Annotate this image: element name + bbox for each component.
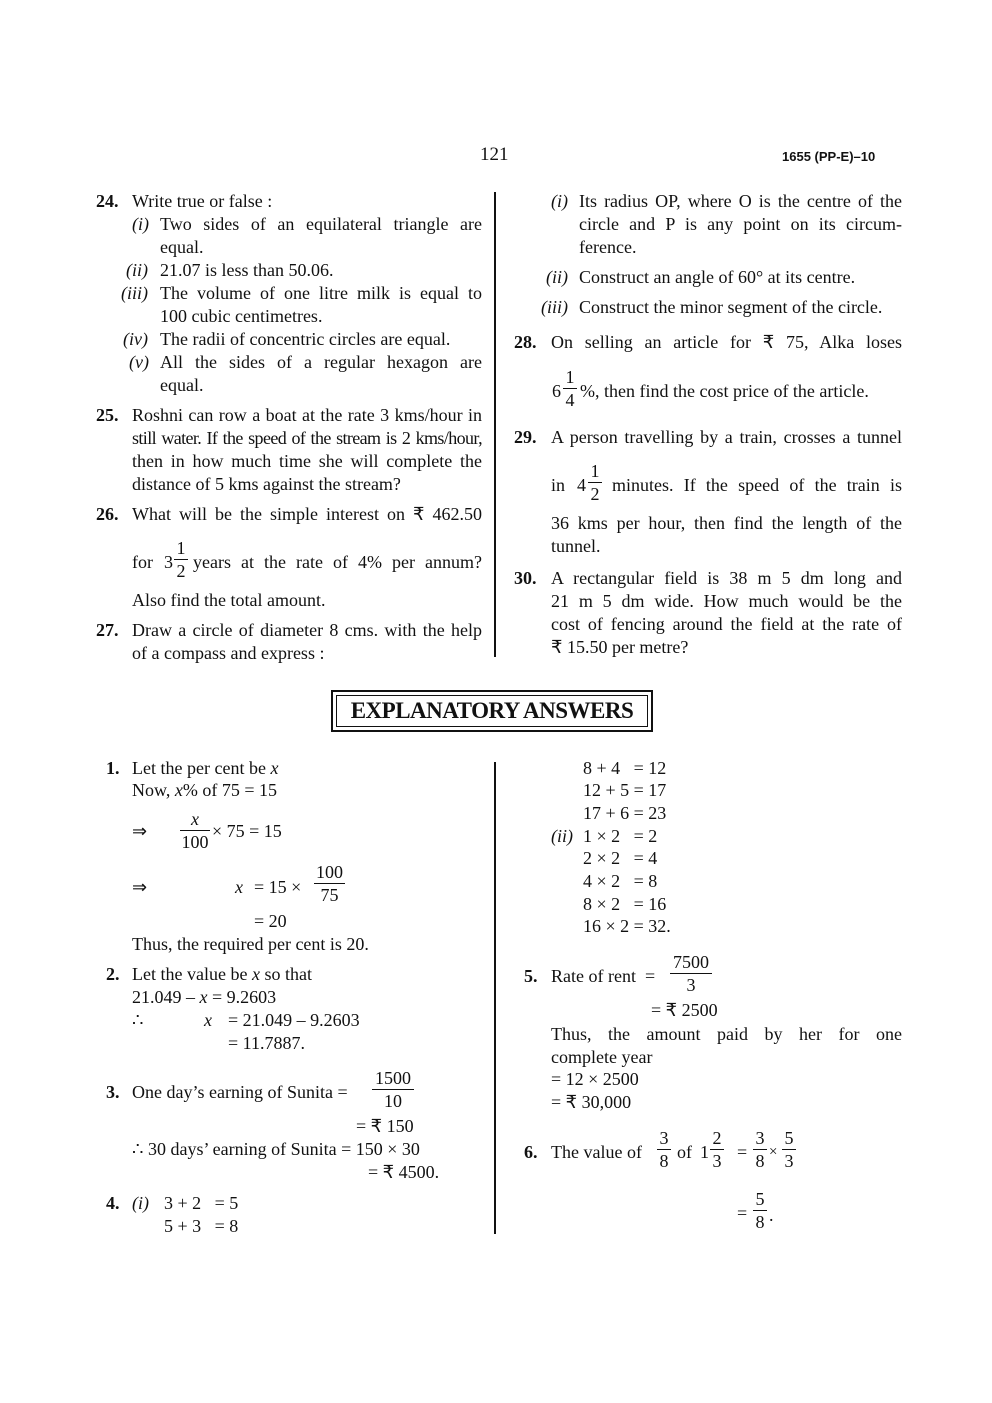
question-number: 26.	[96, 504, 119, 524]
fraction	[563, 367, 577, 410]
item-text: Its radius OP, where O is the centre of the	[579, 191, 902, 211]
answer-text: = ₹ 2500	[651, 1000, 718, 1020]
question-number: 30.	[514, 568, 537, 588]
document-code: 1655 (PP-E)–10	[782, 149, 876, 164]
variable: x	[204, 1010, 212, 1030]
fraction	[180, 809, 210, 852]
item-text: equal.	[160, 237, 204, 257]
item-label: (ii)	[546, 267, 568, 287]
fraction-bar	[174, 559, 188, 560]
denominator: 8	[755, 1212, 765, 1232]
denominator: 2	[590, 484, 600, 504]
variable: x	[199, 987, 208, 1007]
question-number: 28.	[514, 332, 537, 352]
fraction-bar	[588, 482, 602, 483]
fraction-bar	[670, 973, 712, 974]
item-label: (iii)	[541, 297, 568, 317]
numerator: 5	[784, 1128, 794, 1148]
answer-text: The value of	[551, 1142, 642, 1162]
answer-text: = 11.7887.	[228, 1033, 305, 1053]
mixed-number-whole: 6	[552, 381, 561, 401]
question-text: of a compass and express :	[132, 643, 325, 663]
answer-text: ∴ 30 days’ earning of Sunita = 150 × 30	[132, 1139, 420, 1159]
equals-sign: =	[737, 1142, 748, 1162]
fraction-bar	[753, 1210, 767, 1211]
fraction	[782, 1128, 796, 1171]
sequence-row: 8 × 2 = 16	[583, 894, 667, 914]
denominator: 10	[384, 1091, 402, 1111]
question-text: 36 kms per hour, then find the length of the	[551, 513, 902, 533]
numerator: 2	[712, 1128, 722, 1148]
fraction-bar	[563, 388, 577, 389]
answer-number: 5.	[524, 966, 538, 986]
question-text: distance of 5 kms against the stream?	[132, 474, 401, 494]
denominator: 100	[181, 832, 209, 852]
item-label: (iv)	[123, 329, 148, 349]
item-text: circle and P is any point on its circum-	[579, 214, 902, 234]
question-text: A person travelling by a train, crosses a tunnel	[551, 427, 902, 447]
answer-number: 6.	[524, 1142, 538, 1162]
fraction	[174, 538, 188, 581]
fraction-bar	[782, 1149, 796, 1150]
fraction-bar	[657, 1149, 671, 1150]
item-label: (v)	[129, 352, 149, 372]
variable: x	[270, 758, 279, 778]
sequence-row: 2 × 2 = 4	[583, 848, 658, 868]
fraction	[657, 1128, 671, 1171]
text-span: so that	[259, 964, 312, 984]
column-divider-top	[494, 192, 496, 657]
question-number: 29.	[514, 427, 537, 447]
question-text: ₹ 15.50 per metre?	[551, 637, 689, 657]
question-text: Roshni can row a boat at the rate 3 kms/hour in	[132, 405, 482, 425]
sequence-row: 1 × 2 = 2	[583, 826, 658, 846]
fraction	[753, 1128, 767, 1171]
answer-text	[132, 963, 312, 985]
mixed-number-whole: 1	[700, 1142, 709, 1162]
question-text: Write true or false :	[132, 191, 273, 211]
mixed-number-whole: 3	[164, 552, 173, 572]
numerator: 3	[659, 1128, 669, 1148]
numerator: 7500	[673, 952, 709, 972]
item-label: (ii)	[551, 826, 573, 846]
sequence-row: 8 + 4 = 12	[583, 758, 667, 778]
answer-text: = 12 × 2500	[551, 1069, 639, 1089]
question-text: for	[132, 552, 153, 572]
item-text: equal.	[160, 375, 204, 395]
item-text: Construct the minor segment of the circle.	[579, 297, 883, 317]
numerator: 1500	[375, 1068, 411, 1088]
question-text: What will be the simple interest on ₹ 462.50	[132, 504, 482, 524]
answer-text: Thus, the required per cent is 20.	[132, 934, 369, 954]
question-text: then in how much time she will complete the	[132, 451, 482, 471]
numerator: 1	[590, 461, 600, 481]
question-number: 25.	[96, 405, 119, 425]
item-text: 21.07 is less than 50.06.	[160, 260, 334, 280]
answer-text	[132, 986, 276, 1008]
fraction	[314, 862, 345, 905]
denominator: 8	[755, 1151, 765, 1171]
sequence-row: 16 × 2 = 32.	[583, 916, 671, 936]
item-label: (i)	[551, 191, 568, 211]
implies-symbol: ⇒	[132, 821, 148, 841]
answer-text	[132, 757, 278, 779]
item-text: Two sides of an equilateral triangle are	[160, 214, 482, 234]
answer-number: 4.	[106, 1193, 120, 1213]
answer-number: 2.	[106, 964, 120, 984]
question-text: minutes. If the speed of the train is	[612, 475, 902, 495]
denominator: 75	[320, 885, 339, 905]
sequence-row: 5 + 3 = 8	[164, 1216, 239, 1236]
question-text: %, then find the cost price of the article.	[580, 381, 869, 401]
fraction	[753, 1189, 767, 1232]
question-text: 21 m 5 dm wide. How much would be the	[551, 591, 902, 611]
period: .	[769, 1205, 774, 1225]
answer-text: = 21.049 – 9.2603	[228, 1010, 360, 1030]
fraction	[710, 1128, 724, 1171]
denominator: 2	[176, 561, 186, 581]
question-text: A rectangular field is 38 m 5 dm long and	[551, 568, 902, 588]
answer-text: of	[677, 1142, 692, 1162]
numerator: 3	[755, 1128, 765, 1148]
denominator: 3	[686, 975, 696, 995]
item-label: (i)	[132, 1193, 149, 1213]
numerator: 1	[176, 538, 186, 558]
item-text: 100 cubic centimetres.	[160, 306, 323, 326]
fraction	[670, 952, 712, 995]
question-number: 27.	[96, 620, 119, 640]
question-text: On selling an article for ₹ 75, Alka loses	[551, 332, 902, 352]
answer-text: complete year	[551, 1047, 653, 1067]
text-span: 21.049 –	[132, 987, 200, 1007]
answer-text: = ₹ 30,000	[551, 1092, 632, 1112]
implies-symbol: ⇒	[132, 877, 148, 897]
fraction	[588, 461, 602, 504]
question-text: Draw a circle of diameter 8 cms. with the help	[132, 620, 482, 640]
text-span: Now,	[132, 780, 175, 800]
denominator: 4	[565, 390, 575, 410]
answer-text: = 20	[254, 911, 287, 931]
mixed-number-whole: 4	[577, 475, 586, 495]
sequence-row: 17 + 6 = 23	[583, 803, 667, 823]
variable: x	[235, 877, 243, 897]
answer-text: = ₹ 4500.	[368, 1162, 440, 1182]
item-text: Construct an angle of 60° at its centre.	[579, 267, 856, 287]
sequence-row: 3 + 2 = 5	[164, 1193, 239, 1213]
sequence-row: 4 × 2 = 8	[583, 871, 658, 891]
times-sign: ×	[769, 1144, 778, 1160]
sequence-row: 12 + 5 = 17	[583, 780, 667, 800]
section-title: EXPLANATORY ANSWERS	[350, 698, 634, 723]
fraction-bar	[314, 883, 345, 884]
answer-text: = 15 ×	[254, 877, 302, 897]
answer-text: × 75 = 15	[212, 821, 282, 841]
text-span: Let the per cent be	[132, 758, 271, 778]
therefore-symbol: ∴	[132, 1010, 144, 1030]
answer-number: 3.	[106, 1082, 120, 1102]
item-text: The radii of concentric circles are equal.	[160, 329, 451, 349]
section-title-box	[331, 690, 653, 732]
question-text: in	[551, 475, 566, 495]
text-span: = 9.2603	[207, 987, 277, 1007]
numerator: 100	[316, 862, 343, 882]
answer-text: Thus, the amount paid by her for one	[551, 1024, 902, 1044]
fraction-bar	[180, 830, 210, 831]
answer-text	[132, 779, 277, 801]
question-number: 24.	[96, 191, 119, 211]
item-label: (i)	[132, 214, 149, 234]
question-text: years at the rate of 4% per annum?	[193, 552, 482, 572]
equals-sign: =	[737, 1203, 748, 1223]
denominator: 8	[659, 1151, 669, 1171]
answer-text: Rate of rent =	[551, 966, 656, 986]
numerator: 1	[565, 367, 575, 387]
text-span: Let the value be	[132, 964, 252, 984]
denominator: 3	[712, 1151, 722, 1171]
answer-text: = ₹ 150	[356, 1116, 414, 1136]
item-text: ference.	[579, 237, 637, 257]
question-text: cost of fencing around the field at the rate of	[551, 614, 902, 634]
question-text: Also find the total amount.	[132, 590, 326, 610]
text-span: % of 75 = 15	[182, 780, 277, 800]
fraction-bar	[753, 1149, 767, 1150]
answer-number: 1.	[106, 758, 120, 778]
variable: x	[251, 964, 260, 984]
item-label: (ii)	[126, 260, 148, 280]
item-text: The volume of one litre milk is equal to	[160, 283, 482, 303]
item-text: All the sides of a regular hexagon are	[160, 352, 482, 372]
question-text: tunnel.	[551, 536, 601, 556]
page-number: 121	[480, 144, 509, 165]
answer-text: One day’s earning of Sunita =	[132, 1082, 348, 1102]
denominator: 3	[784, 1151, 794, 1171]
item-label: (iii)	[121, 283, 148, 303]
fraction	[372, 1068, 414, 1111]
question-text: still water. If the speed of the stream is 2 kms/hour,	[132, 428, 482, 448]
numerator: 5	[755, 1189, 765, 1209]
numerator: x	[191, 809, 199, 829]
fraction-bar	[372, 1089, 414, 1090]
fraction-bar	[710, 1149, 724, 1150]
column-divider-bottom	[494, 762, 496, 1234]
variable: x	[174, 780, 183, 800]
